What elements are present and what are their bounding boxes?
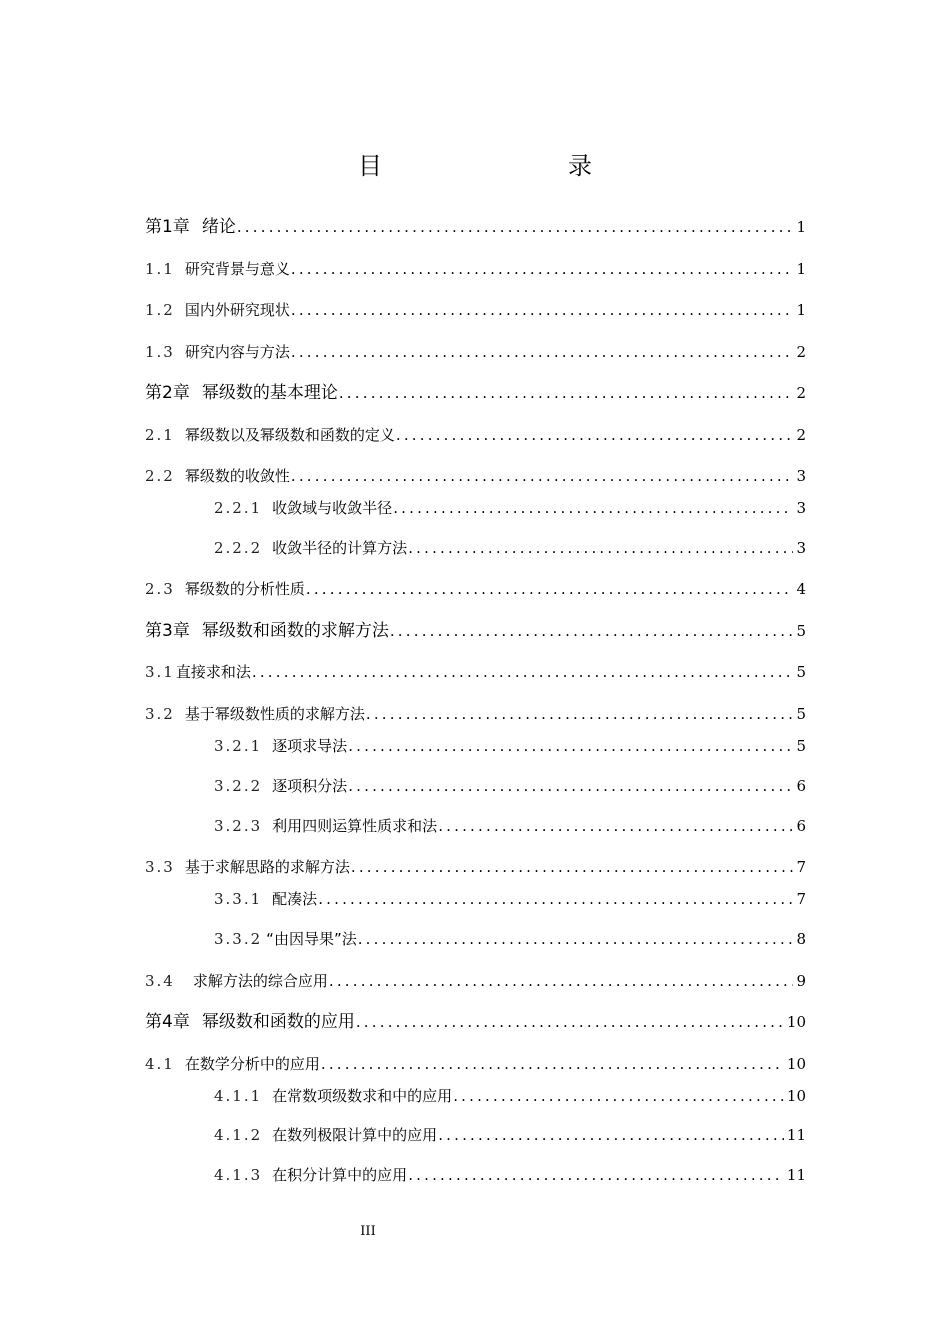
toc-entry-number: 4.1.1 [214, 1087, 263, 1105]
toc-entry-page: 5 [796, 737, 806, 755]
toc-entry-3-4[interactable] [145, 970, 806, 992]
toc-entry-number: 3.1 [145, 663, 175, 681]
toc-entry-1-2[interactable] [145, 299, 806, 321]
toc-entry-page: 5 [796, 663, 806, 681]
toc-entry-number: 3.2 [145, 705, 175, 723]
toc-entry-page: 2 [796, 384, 806, 402]
toc-leader-dots [408, 1164, 784, 1186]
toc-entry-number: 3.2.3 [214, 817, 263, 835]
toc-leader-dots [453, 1085, 784, 1107]
toc-entry-number: 2.3 [145, 580, 175, 598]
toc-entry-title: 研究内容与方法 [184, 343, 290, 361]
toc-entry-3-3[interactable] [145, 856, 806, 878]
toc-entry-chapter-2[interactable] [145, 382, 806, 404]
toc-entry-4-1[interactable] [145, 1053, 806, 1075]
toc-leader-dots [396, 424, 794, 446]
toc-entry-page: 7 [796, 890, 806, 908]
toc-leader-dots [390, 620, 794, 642]
toc-entry-title: 在积分计算中的应用 [272, 1166, 408, 1184]
toc-leader-dots [366, 703, 794, 725]
toc-entry-title: 幂级数和函数的应用 [201, 1012, 355, 1032]
toc-entry-title: 幂级数的分析性质 [184, 580, 305, 598]
page-number-footer: III [360, 1224, 376, 1239]
toc-entry-3-1[interactable] [145, 661, 806, 683]
toc-entry-title: 基于求解思路的求解方法 [184, 858, 350, 876]
toc-leader-dots [358, 928, 794, 950]
toc-entry-page: 2 [796, 343, 806, 361]
toc-entry-title: 在数列极限计算中的应用 [272, 1126, 438, 1144]
toc-entry-1-3[interactable] [145, 341, 806, 363]
toc-entry-title: 直接求和法 [175, 663, 251, 681]
toc-entry-title: 逐项积分法 [272, 777, 348, 795]
toc-entry-title: 求解方法的综合应用 [192, 972, 328, 990]
toc-entry-page: 1 [796, 260, 806, 278]
toc-leader-dots [237, 216, 794, 238]
toc-entry-number: 3.3.2 [214, 930, 263, 948]
toc-entry-page: 4 [796, 580, 806, 598]
toc-leader-dots [348, 735, 793, 757]
toc-entry-chapter-3[interactable] [145, 620, 806, 642]
toc-entry-title: 在数学分析中的应用 [184, 1055, 320, 1073]
toc-entry-number: 第2章 [145, 383, 190, 403]
toc-entry-page: 3 [796, 499, 806, 517]
toc-entry-page: 5 [796, 622, 806, 640]
toc-leader-dots [438, 1124, 784, 1146]
toc-entry-title: 利用四则运算性质求和法 [272, 817, 438, 835]
toc-entry-number: 1.1 [145, 260, 175, 278]
toc-entry-page: 3 [796, 467, 806, 485]
toc-entry-title: 收敛半径的计算方法 [272, 539, 408, 557]
toc-entry-title: 幂级数的基本理论 [201, 383, 338, 403]
toc-entry-page: 8 [796, 930, 806, 948]
toc-entry-number: 2.2.2 [214, 539, 263, 557]
toc-entry-number: 第4章 [145, 1012, 190, 1032]
toc-entry-title: 基于幂级数性质的求解方法 [184, 705, 365, 723]
toc-entry-page: 10 [786, 1055, 806, 1073]
toc-entry-page: 2 [796, 426, 806, 444]
toc-entry-page: 1 [796, 301, 806, 319]
toc-leader-dots [339, 382, 794, 404]
toc-entry-2-3[interactable] [145, 578, 806, 600]
toc-entry-number: 4.1 [145, 1055, 175, 1073]
toc-entry-number: 4.1.2 [214, 1126, 263, 1144]
toc-entry-chapter-1[interactable] [145, 216, 806, 238]
toc-leader-dots [348, 775, 793, 797]
toc-entry-chapter-4[interactable] [145, 1011, 806, 1033]
toc-entry-page: 6 [796, 817, 806, 835]
toc-entry-2-2-1[interactable] [214, 497, 806, 519]
toc-entry-page: 7 [796, 858, 806, 876]
toc-leader-dots [393, 497, 793, 519]
toc-entry-number: 3.4 [145, 972, 175, 990]
toc-entry-3-2-3[interactable] [214, 815, 806, 837]
toc-entry-page: 11 [786, 1126, 806, 1144]
toc-entry-number: 3.3.1 [214, 890, 263, 908]
toc-entry-title: 幂级数和函数的求解方法 [201, 621, 389, 641]
toc-entry-number: 第3章 [145, 621, 190, 641]
toc-entry-page: 9 [796, 972, 806, 990]
toc-entry-title: 幂级数以及幂级数和函数的定义 [184, 426, 395, 444]
toc-entry-number: 2.1 [145, 426, 175, 444]
toc-entry-page: 3 [796, 539, 806, 557]
toc-entry-2-1[interactable] [145, 424, 806, 446]
toc-entry-page: 1 [796, 218, 806, 236]
toc-leader-dots [252, 661, 794, 683]
toc-entry-title: “由因导果”法 [266, 930, 357, 948]
toc-entry-page: 10 [786, 1087, 806, 1105]
toc-entry-title: 配凑法 [272, 890, 318, 908]
toc-entry-number: 3.2.2 [214, 777, 263, 795]
toc-entry-3-3-2[interactable] [214, 928, 806, 950]
toc-entry-number: 4.1.3 [214, 1166, 263, 1184]
toc-entry-3-3-1[interactable] [214, 888, 806, 910]
toc-entry-number: 第1章 [145, 217, 190, 237]
toc-entry-page: 10 [786, 1013, 806, 1031]
toc-leader-dots [291, 258, 794, 280]
toc-entry-2-2-2[interactable] [214, 537, 806, 559]
toc-entry-4-1-1[interactable] [214, 1085, 806, 1107]
toc-leader-dots [291, 341, 794, 363]
toc-entry-title: 逐项求导法 [272, 737, 348, 755]
toc-entry-number: 3.3 [145, 858, 175, 876]
toc-entry-page: 5 [796, 705, 806, 723]
toc-entry-title: 国内外研究现状 [184, 301, 290, 319]
toc-leader-dots [318, 888, 793, 910]
toc-leader-dots [291, 465, 794, 487]
toc-entry-title: 绪论 [201, 217, 236, 237]
toc-entry-page: 6 [796, 777, 806, 795]
toc-entry-title: 在常数项级数求和中的应用 [272, 1087, 453, 1105]
toc-leader-dots [291, 299, 794, 321]
toc-leader-dots [408, 537, 793, 559]
toc-leader-dots [306, 578, 794, 600]
toc-entry-4-1-2[interactable] [214, 1124, 806, 1146]
toc-entry-4-1-3[interactable] [214, 1164, 806, 1186]
toc-entry-3-2-1[interactable] [214, 735, 806, 757]
toc-leader-dots [351, 856, 794, 878]
toc-leader-dots [329, 970, 794, 992]
toc-leader-dots [438, 815, 793, 837]
toc-entry-number: 1.2 [145, 301, 175, 319]
toc-entry-number: 1.3 [145, 343, 175, 361]
toc-entry-title: 收敛域与收敛半径 [272, 499, 393, 517]
toc-entry-3-2[interactable] [145, 703, 806, 725]
toc-entry-number: 2.2.1 [214, 499, 263, 517]
toc-entry-title: 幂级数的收敛性 [184, 467, 290, 485]
page-title: 目 录 [358, 152, 638, 180]
toc-entry-1-1[interactable] [145, 258, 806, 280]
toc-entry-3-2-2[interactable] [214, 775, 806, 797]
toc-entry-number: 2.2 [145, 467, 175, 485]
toc-entry-2-2[interactable] [145, 465, 806, 487]
toc-entry-number: 3.2.1 [214, 737, 263, 755]
toc-entry-title: 研究背景与意义 [184, 260, 290, 278]
toc-leader-dots [356, 1011, 784, 1033]
toc-entry-page: 11 [786, 1166, 806, 1184]
toc-leader-dots [321, 1053, 784, 1075]
